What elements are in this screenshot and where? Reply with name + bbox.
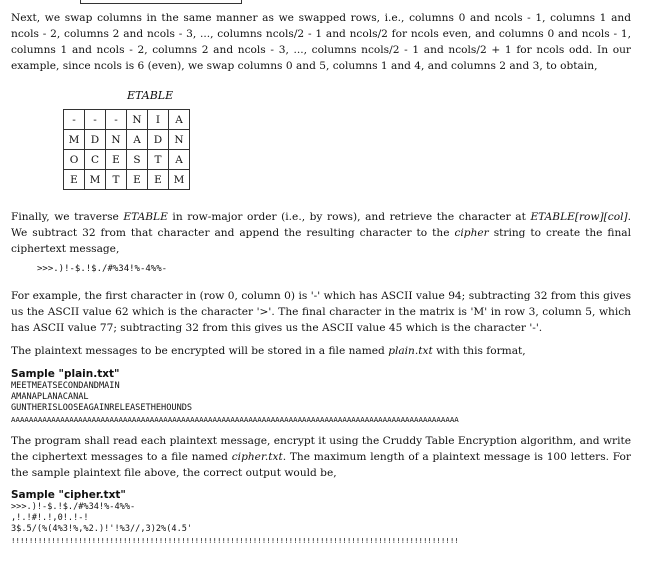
text-run: with this format, [432, 345, 526, 357]
cipher-example: >>>.)!-$.!$./#%34!%-4%%- [37, 264, 168, 274]
code-line: ,!.!#!.!,0!.!-! [11, 513, 89, 523]
sample-plain-title: Sample "plain.txt" [11, 368, 120, 380]
code-line: MEETMEATSECONDANDMAIN [11, 381, 120, 391]
table-cell: E [106, 150, 127, 170]
table-cell: E [64, 170, 85, 190]
text-run: cipher.txt [231, 451, 283, 463]
text-run: cipher [454, 227, 489, 239]
sample-plain-block [11, 381, 459, 425]
code-line: 3$.5/(%(4%3!%,%2.)!'!%3//,3)2%(4.5' [11, 524, 193, 534]
paragraph-plain-file [11, 343, 631, 359]
table-cell: A [127, 130, 148, 150]
table-cell: E [127, 170, 148, 190]
text-run: . The maximum length of a plaintext message is 100 letters. For the sample plaintext file above, the correct output would be, [11, 451, 631, 479]
table-cell: D [85, 130, 106, 150]
text-run: in row-major order (i.e., by rows), and retrieve the character at [167, 211, 531, 223]
code-line: AMANAPLANACANAL [11, 392, 89, 402]
table-cell: N [106, 130, 127, 150]
table-cell: M [85, 170, 106, 190]
paragraph-example: For example, the first character in (row 0, column 0) is '-' which has ASCII value 94; subtracting 32 from this gives us the ASCII value 62 which is the character '>'. The final character in the matrix is 'M' in row 3, column 5, which has ASCII value 77; subtracting 32 from this gives us the ASCII value 45 which is the character '-'. [11, 290, 631, 334]
table-cell: A [169, 110, 190, 130]
text-run: ETABLE[row][col] [530, 211, 628, 223]
code-line: AAAAAAAAAAAAAAAAAAAAAAAAAAAAAAAAAAAAAAAAAAAAAAAAAAAAAAAAAAAAAAAAAAAAAAAAAAAAAAAAAAAAAAAAAAAAAAAAAAAA [11, 415, 459, 424]
etable-caption: ETABLE [127, 89, 174, 102]
table-cell: N [127, 110, 148, 130]
table-cell: E [148, 170, 169, 190]
table-cell: S [127, 150, 148, 170]
table-cell: T [148, 150, 169, 170]
text-run: The program shall read each plaintext message, encrypt it using the Cruddy Table Encryption algorithm, and write the ciphertext messages to a file named [11, 435, 631, 463]
table-cell: - [85, 110, 106, 130]
table-cell: - [106, 110, 127, 130]
previous-table-edge [80, 0, 242, 4]
etable [63, 109, 190, 190]
text-run: . We subtract 32 from that character and append the resulting character to the [11, 211, 631, 239]
table-cell: I [148, 110, 169, 130]
table-row [64, 170, 190, 190]
table-cell: O [64, 150, 85, 170]
table-cell: C [85, 150, 106, 170]
table-row [64, 150, 190, 170]
text-run: plain.txt [388, 345, 433, 357]
sample-cipher-block [11, 502, 459, 546]
paragraph-traverse [11, 209, 631, 257]
text-run: ETABLE [123, 211, 168, 223]
code-line: GUNTHERISLOOSEAGAINRELEASETHEHOUNDS [11, 403, 193, 413]
paragraph-column-swap: Next, we swap columns in the same manner as we swapped rows, i.e., columns 0 and ncols - 1, columns 1 and ncols - 2, columns 2 and ncols - 3, ..., columns ncols/2 - 1 and ncols/2 for ncols even, and columns 0 and ncols - 1, columns 1 and ncols - 2, columns 2 and ncols - 3, ..., columns ncols/2 - 1 and ncols/2 + 1 for ncols odd. In our example, since ncols is 6 (even), we swap columns 0 and 5, columns 1 and 4, and columns 2 and 3, to obtain, [11, 12, 631, 72]
table-cell: A [169, 150, 190, 170]
text-run: The plaintext messages to be encrypted will be stored in a file named [11, 345, 389, 357]
table-cell: T [106, 170, 127, 190]
text-run: string to create the final ciphertext message, [11, 227, 632, 255]
table-cell: D [148, 130, 169, 150]
paragraph-program [11, 433, 631, 481]
code-line: >>>.)!-$.!$./#%34!%-4%%- [11, 502, 136, 512]
table-cell: M [169, 170, 190, 190]
table-row [64, 130, 190, 150]
table-cell: M [64, 130, 85, 150]
table-row [64, 110, 190, 130]
sample-cipher-title: Sample "cipher.txt" [11, 489, 126, 501]
table-cell: - [64, 110, 85, 130]
table-cell: N [169, 130, 190, 150]
text-run: Finally, we traverse [11, 211, 124, 223]
code-line: !!!!!!!!!!!!!!!!!!!!!!!!!!!!!!!!!!!!!!!!!!!!!!!!!!!!!!!!!!!!!!!!!!!!!!!!!!!!!!!!!!!!!!!!!!!!!!!!!!!! [11, 536, 459, 545]
